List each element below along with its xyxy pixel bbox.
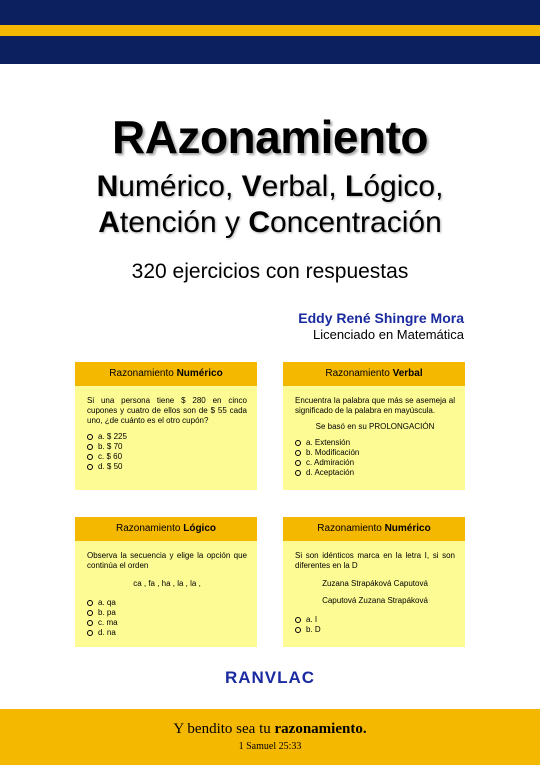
option[interactable]: b. $ 70 [87, 442, 247, 452]
author-name: Eddy René Shingre Mora [298, 310, 464, 326]
card-question: Si son idénticos marca en la letra I, si son diferentes en la D [295, 551, 455, 570]
radio-icon [295, 460, 301, 466]
radio-icon [295, 617, 301, 623]
card-prompt: Se basó en su PROLONGACIÓN [315, 422, 435, 431]
card-sequence: ca , fa , ha , la , la , [133, 579, 201, 588]
card-logico [75, 517, 257, 647]
card-question: Observa la secuencia y elige la opción que continúa el orden [87, 551, 247, 570]
brand-name: RANVLAC [224, 668, 316, 687]
card-header: Razonamiento Verbal [283, 362, 465, 386]
card-header: Razonamiento Numérico [283, 517, 465, 541]
option[interactable]: b. D [295, 625, 455, 635]
option[interactable]: a. Extensión [295, 438, 455, 448]
option[interactable]: b. pa [87, 608, 247, 618]
card-verbal [283, 362, 465, 490]
option[interactable]: b. Modificación [295, 448, 455, 458]
radio-icon [87, 454, 93, 460]
option[interactable]: a. $ 225 [87, 432, 247, 442]
footer-reference: 1 Samuel 25:33 [238, 741, 302, 752]
exercise-count: 320 ejercicios con respuestas [131, 260, 409, 283]
radio-icon [295, 627, 301, 633]
radio-icon [87, 444, 93, 450]
radio-icon [295, 440, 301, 446]
card-question: Si una persona tiene $ 280 en cinco cupones y cuatro de ellos son de $ 55 cada uno, ¿de cuánto es el otro cupón? [87, 396, 247, 425]
radio-icon [87, 434, 93, 440]
top-band-navy-lower [0, 36, 540, 64]
option[interactable]: a. qa [87, 598, 247, 608]
radio-icon [295, 450, 301, 456]
radio-icon [87, 600, 93, 606]
card-header: Razonamiento Lógico [75, 517, 257, 541]
radio-icon [87, 464, 93, 470]
author-title: Licenciado en Matemática [312, 327, 464, 342]
main-title: RAzonamiento [112, 111, 428, 163]
card-body [283, 386, 465, 484]
option[interactable]: c. Admiración [295, 458, 455, 468]
card-numerico-2 [283, 517, 465, 647]
subtitle-line-2: Atención y Concentración [98, 206, 442, 239]
footer-quote: Y bendito sea tu razonamiento. [173, 721, 367, 737]
card-body [283, 541, 465, 641]
subtitle-line-1: Numérico, Verbal, Lógico, [96, 170, 444, 203]
card-header: Razonamiento Numérico [75, 362, 257, 386]
radio-icon [295, 470, 301, 476]
radio-icon [87, 610, 93, 616]
card-question: Encuentra la palabra que más se asemeja al significado de la palabra en mayúscula. [295, 396, 455, 415]
option[interactable]: c. $ 60 [87, 452, 247, 462]
card-body [75, 386, 257, 478]
card-numerico [75, 362, 257, 490]
top-band-gold [0, 25, 540, 36]
top-band-navy [0, 0, 540, 25]
radio-icon [87, 620, 93, 626]
option[interactable]: a. I [295, 615, 455, 625]
card-name-b: Caputová Zuzana Strapáková [322, 596, 428, 605]
author-block [298, 310, 464, 342]
option[interactable]: c. ma [87, 618, 247, 628]
option[interactable]: d. Aceptación [295, 468, 455, 478]
card-body [75, 541, 257, 644]
radio-icon [87, 630, 93, 636]
card-name-a: Zuzana Strapáková Caputová [322, 579, 428, 588]
option[interactable]: d. na [87, 628, 247, 638]
option[interactable]: d. $ 50 [87, 462, 247, 472]
footer [0, 709, 540, 765]
